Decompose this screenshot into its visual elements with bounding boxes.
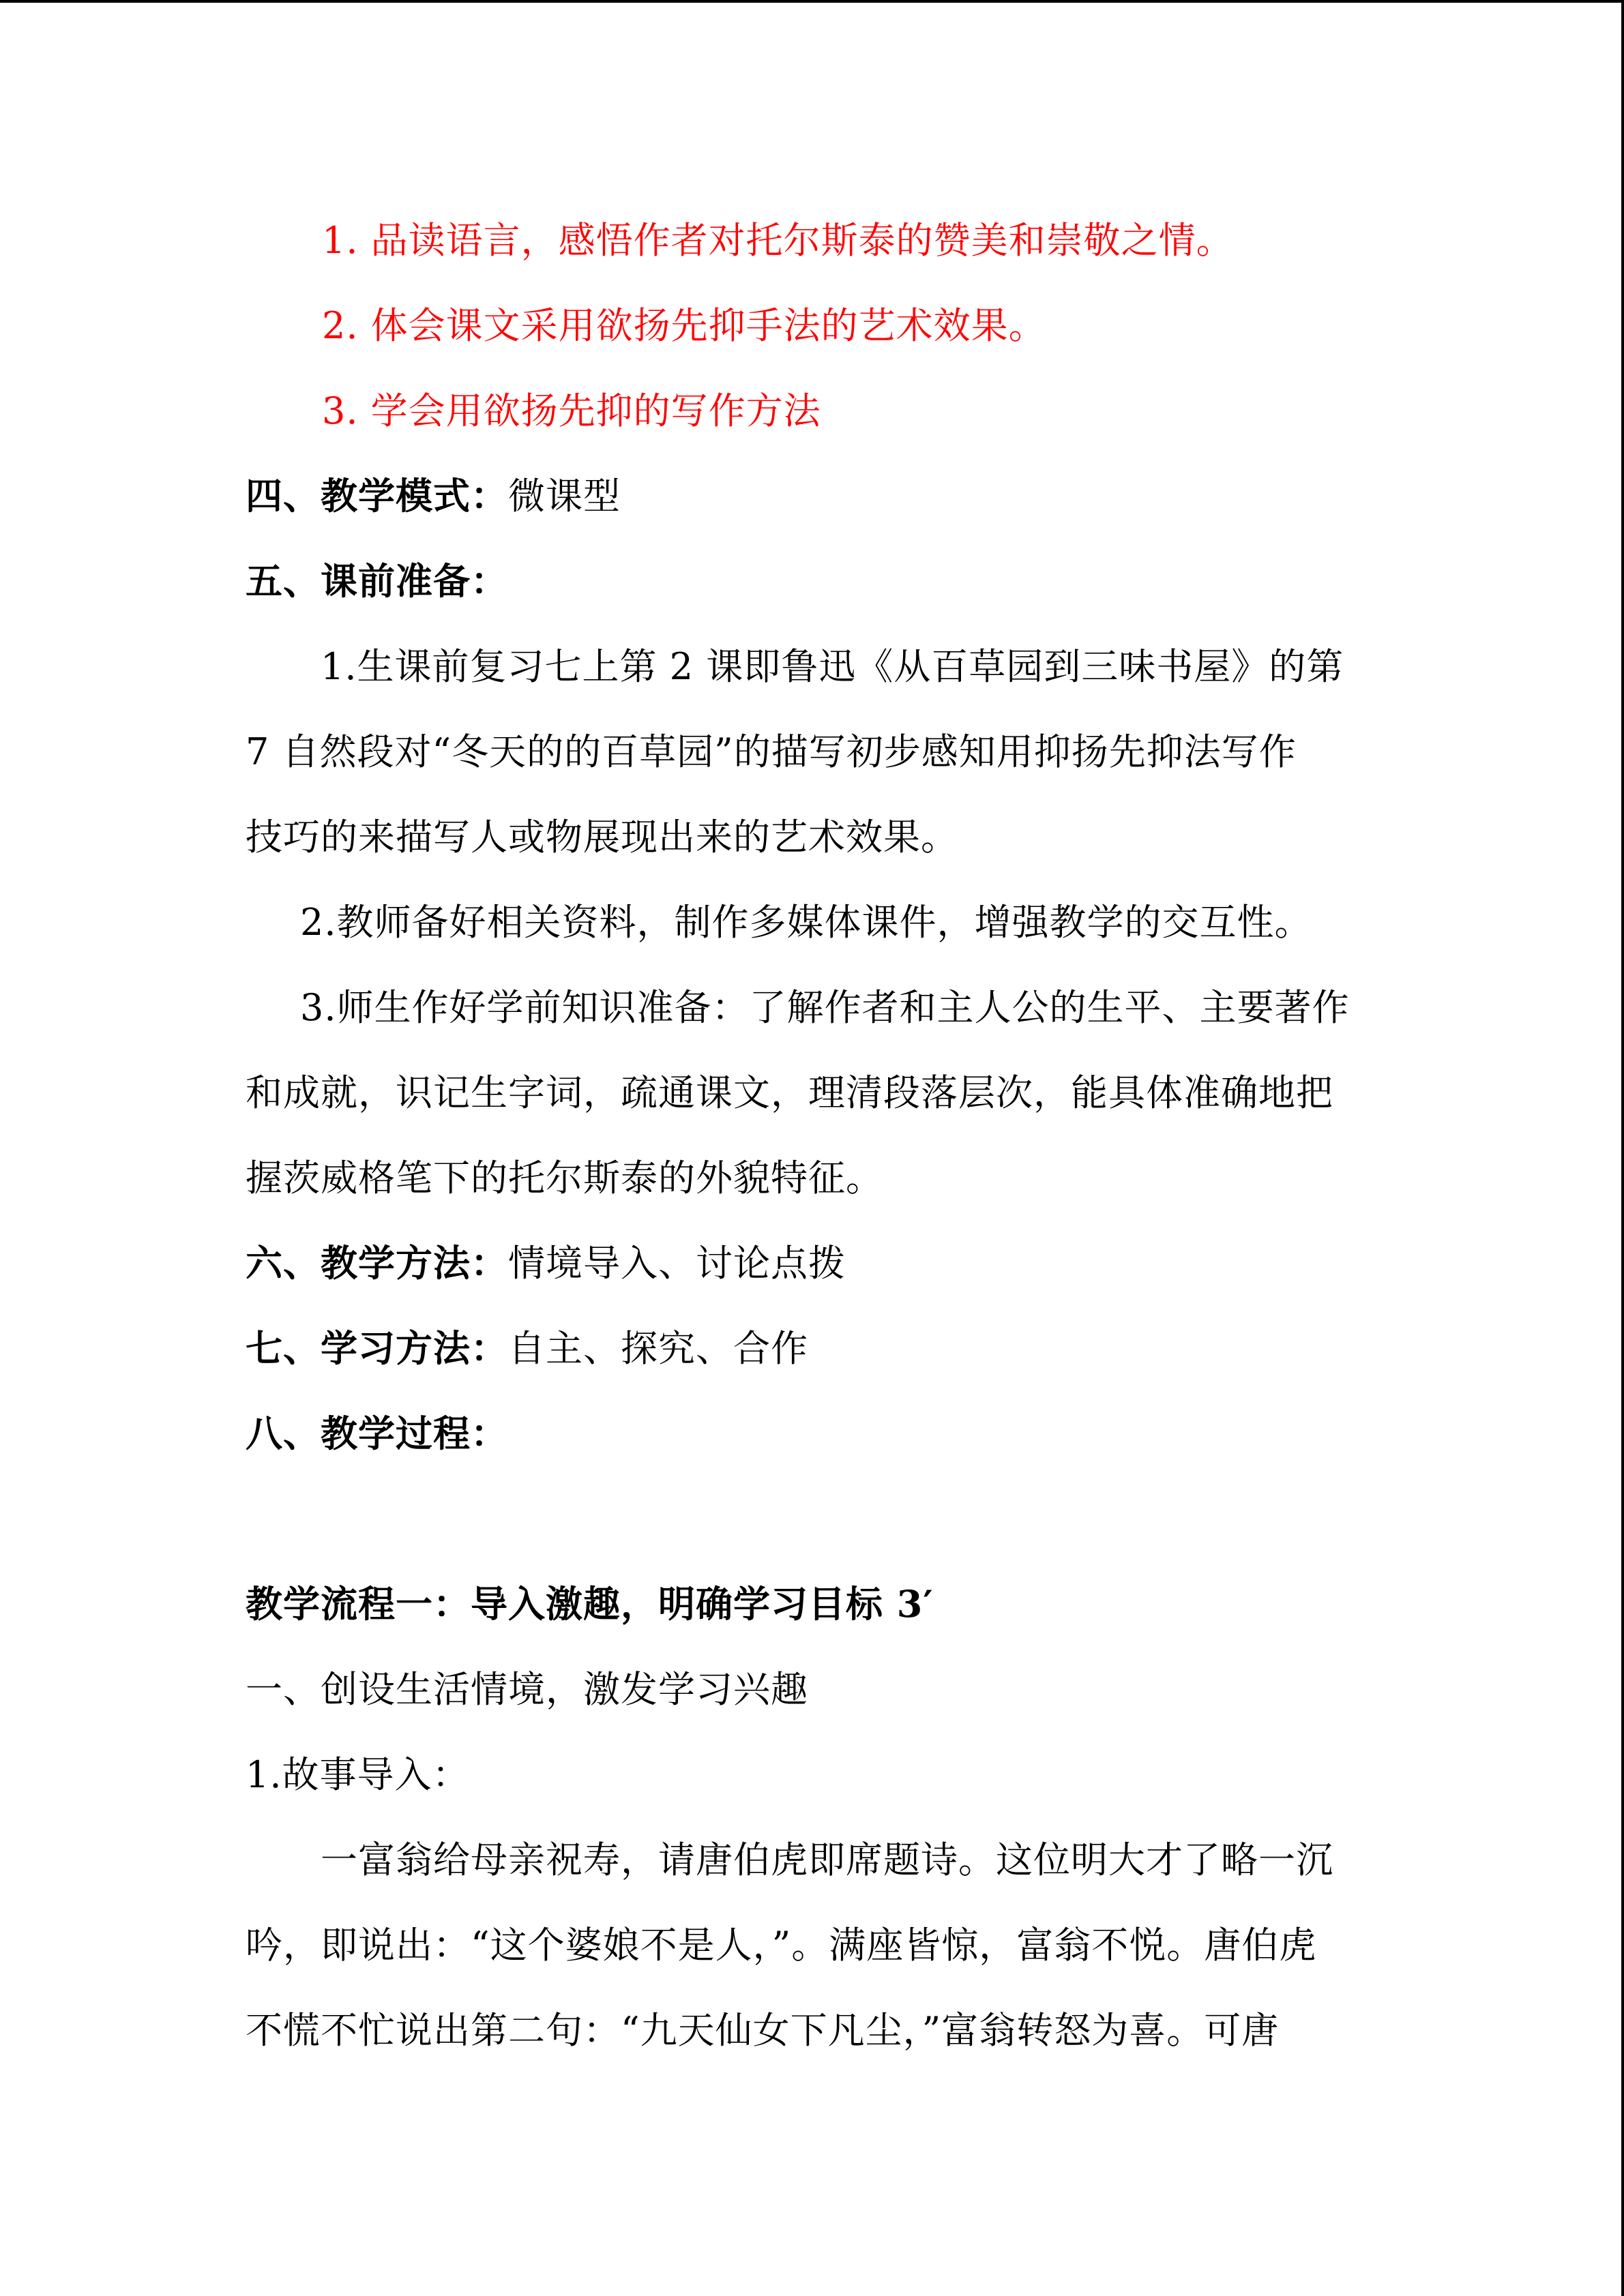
section-preparation-heading: 五、课前准备：	[246, 559, 508, 603]
prep-item-1-line-3: 技巧的来描写人或物展现出来的艺术效果。	[246, 816, 958, 859]
page-border-right	[1621, 0, 1624, 2296]
section-teaching-mode	[246, 453, 1391, 539]
prep-item-1-line-2: 7 自然段对“冬天的的百草园”的描写初步感知用抑扬先抑法写作	[246, 730, 1297, 773]
goal-item-2: 2. 体会课文采用欲扬先抑手法的艺术效果。	[322, 304, 1046, 347]
flow-one-title: 教学流程一：导入激趣，明确学习目标 3′	[246, 1582, 934, 1626]
goal-item-3: 3. 学会用欲扬先抑的写作方法	[322, 389, 821, 432]
story-intro-label: 1.故事导入：	[246, 1753, 470, 1796]
story-line-3: 不慌不忙说出第二句：“九天仙女下凡尘，”富翁转怒为喜。可唐	[246, 2009, 1280, 2052]
blank-line	[246, 1476, 1391, 1562]
section-teaching-mode-label: 四、教学模式：	[246, 474, 508, 518]
goal-item-1: 1. 品读语言，感悟作者对托尔斯泰的赞美和崇敬之情。	[322, 219, 1234, 262]
prep-item-3-line-2: 和成就，识记生字词，疏通课文，理清段落层次，能具体准确地把	[246, 1071, 1333, 1114]
section-teaching-method-label: 六、教学方法：	[246, 1241, 508, 1285]
prep-item-3-line-1: 3.师生作好学前知识准备：了解作者和主人公的生平、主要著作	[300, 986, 1350, 1029]
flow-one-subheading: 一、创设生活情境，激发学习兴趣	[246, 1668, 808, 1711]
story-line-1: 一富翁给母亲祝寿，请唐伯虎即席题诗。这位明大才了略一沉	[321, 1838, 1333, 1881]
page-border-top	[0, 0, 1624, 3]
section-teaching-mode-value: 微课型	[508, 475, 621, 518]
prep-item-2: 2.教师备好相关资料，制作多媒体课件，增强教学的交互性。	[300, 901, 1312, 944]
section-learning-method	[246, 1306, 1391, 1391]
prep-item-3-line-3: 握茨威格笔下的托尔斯泰的外貌特征。	[246, 1157, 883, 1199]
story-line-2: 吟，即说出：“这个婆娘不是人，”。满座皆惊，富翁不悦。唐伯虎	[246, 1924, 1317, 1967]
prep-item-1-line-1: 1.生课前复习七上第 2 课即鲁迅《从百草园到三味书屋》的第	[321, 645, 1344, 688]
section-learning-method-value: 自主、探究、合作	[508, 1327, 808, 1370]
section-teaching-process-heading: 八、教学过程：	[246, 1412, 508, 1455]
section-learning-method-label: 七、学习方法：	[246, 1326, 508, 1370]
section-teaching-method-value: 情境导入、讨论点拨	[508, 1242, 846, 1285]
section-teaching-method	[246, 1221, 1391, 1306]
document-body	[246, 198, 1391, 2073]
